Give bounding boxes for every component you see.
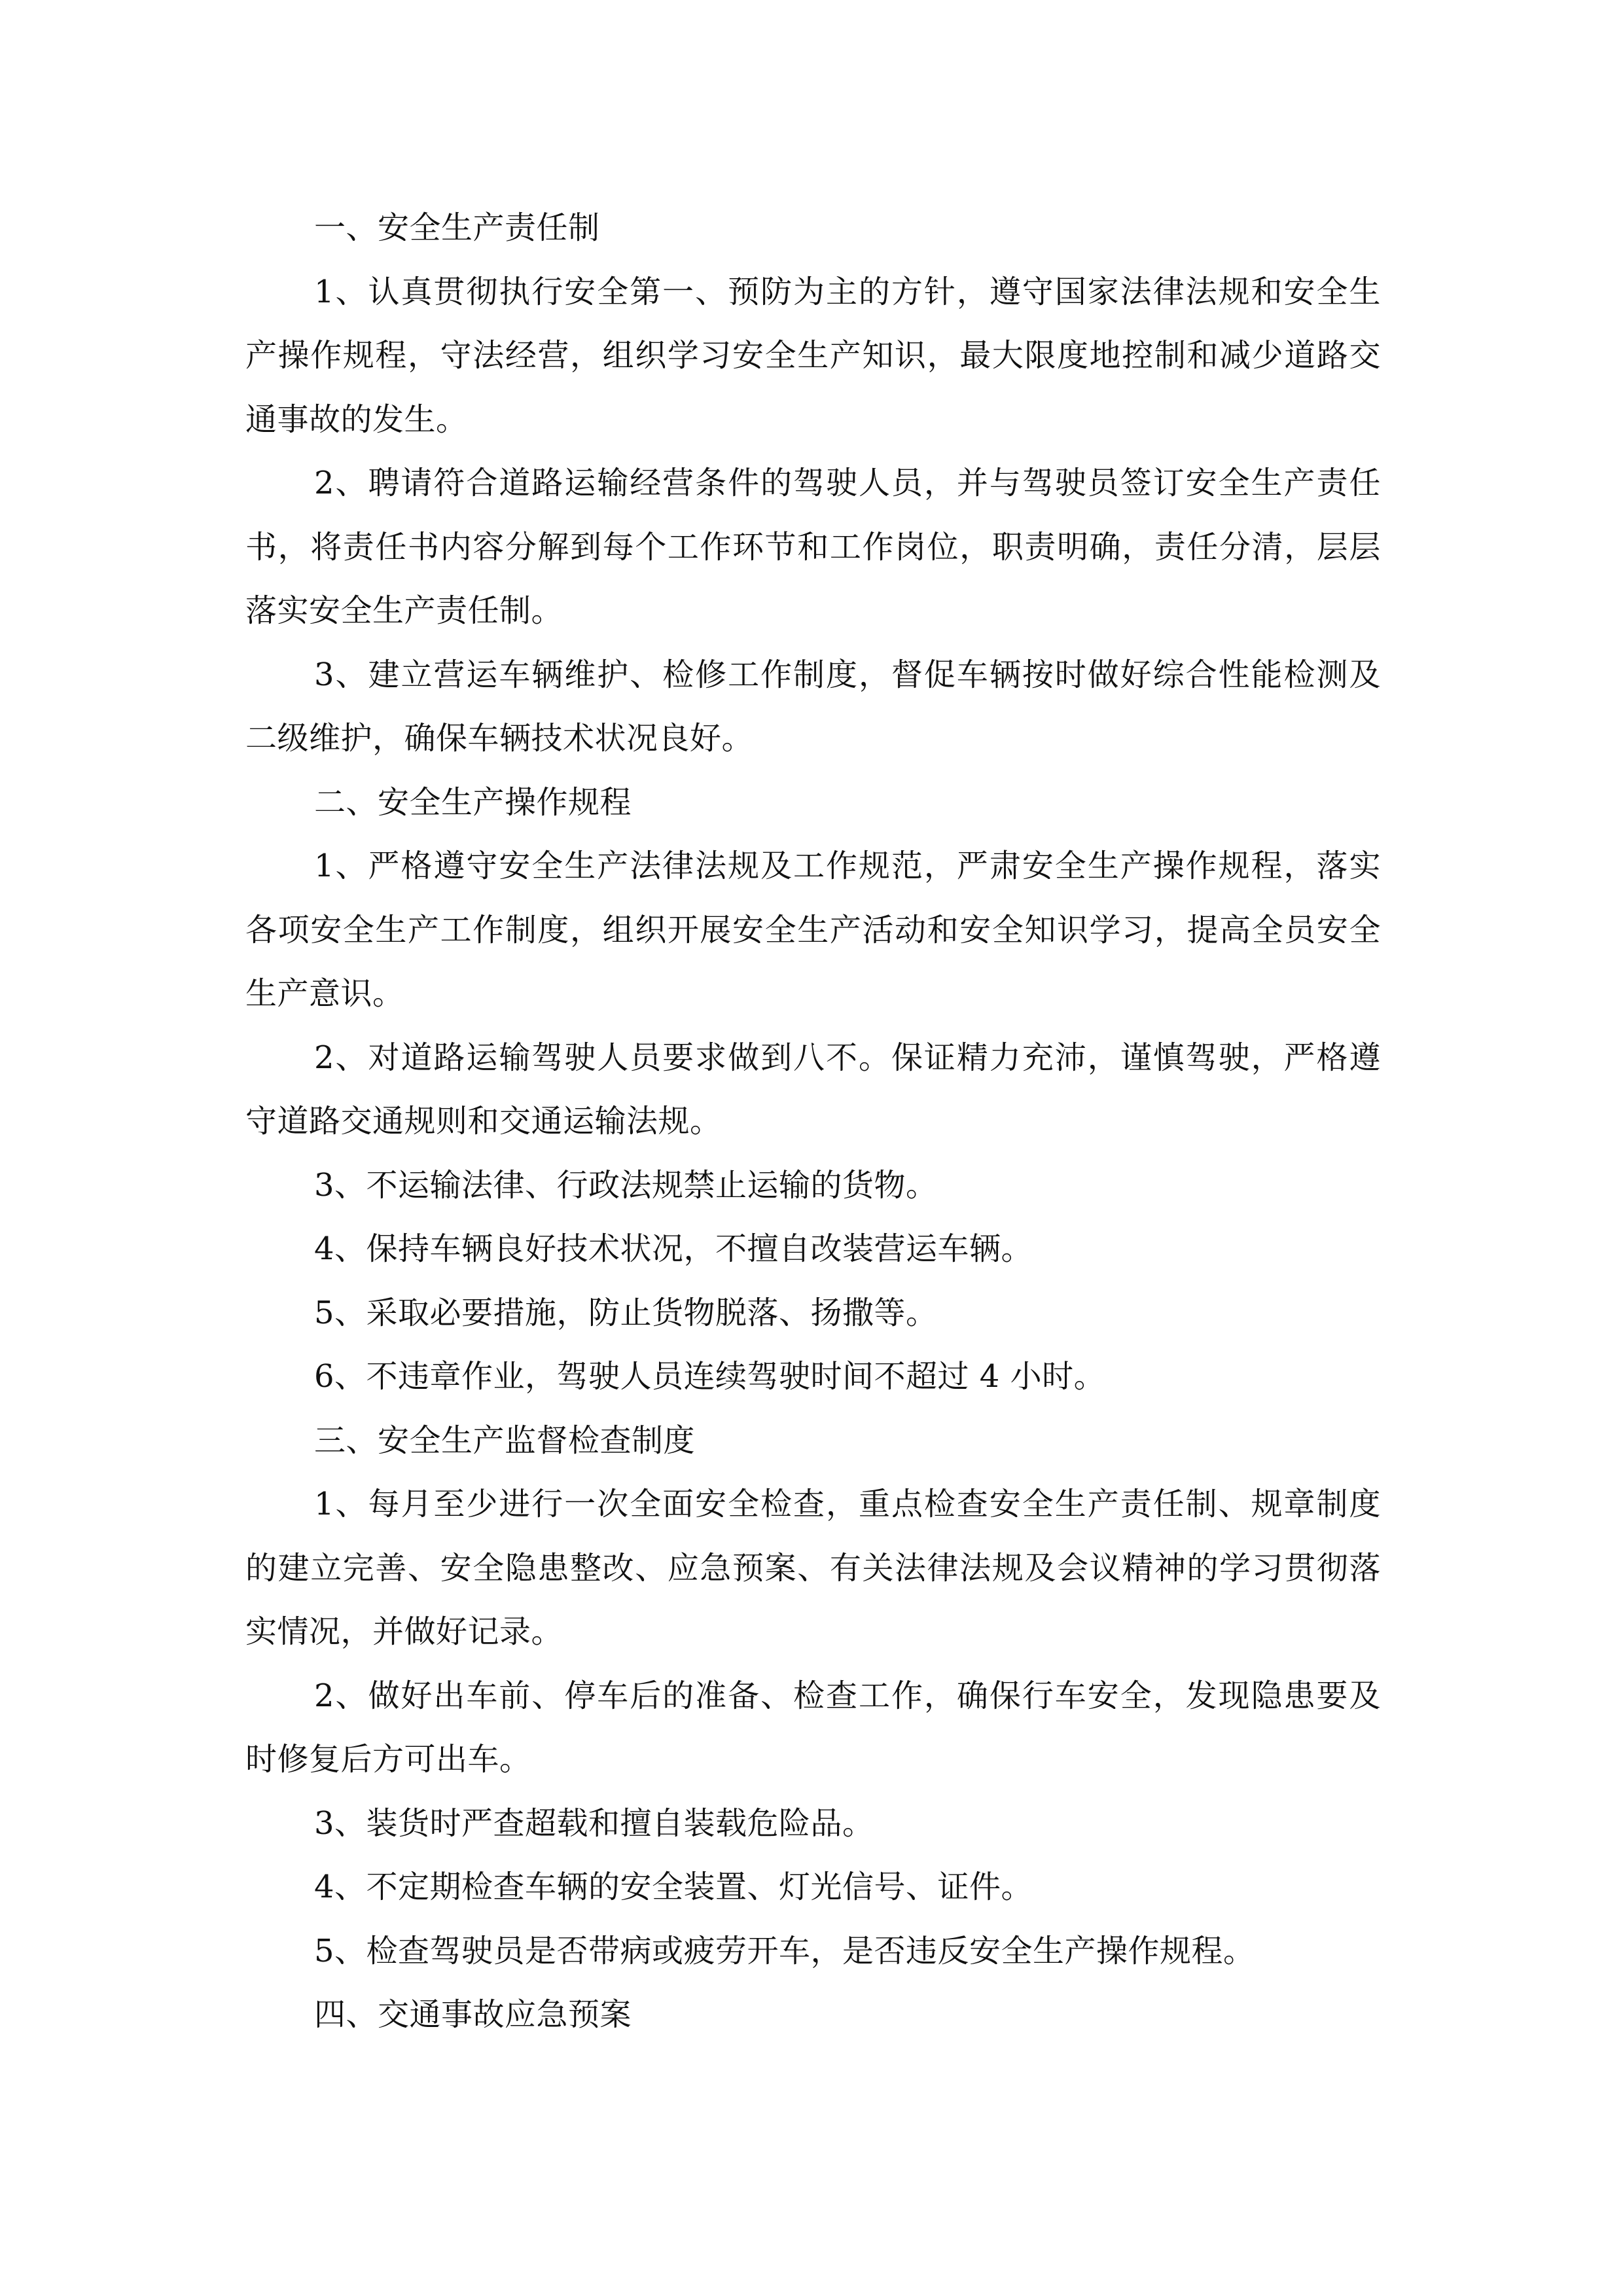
paragraph-3-1: 1、每月至少进行一次全面安全检查，重点检查安全生产责任制、规章制度的建立完善、安全隐患整改、应急预案、有关法律法规及会议精神的学习贯彻落实情况，并做好记录。: [245, 1486, 1381, 1650]
paragraph-3-4: 4、不定期检查车辆的安全装置、灯光信号、证件。: [314, 1869, 1033, 1905]
paragraph-3-3: 3、装货时严查超载和擅自装载危险品。: [314, 1804, 874, 1842]
section-heading-1: 一、安全生产责任制: [314, 209, 600, 246]
document-page: [245, 196, 1381, 2047]
paragraph-3-5: 5、检查驾驶员是否带病或疲劳开车，是否违反安全生产操作规程。: [314, 1932, 1255, 1969]
paragraph-3-2: 2、做好出车前、停车后的准备、检查工作，确保行车安全，发现隐患要及时修复后方可出车。: [245, 1677, 1381, 1778]
paragraph-2-5: 5、采取必要措施，防止货物脱落、扬撒等。: [314, 1294, 938, 1331]
paragraph-2-6: 6、不违章作业，驾驶人员连续驾驶时间不超过 4 小时。: [314, 1358, 1106, 1395]
section-heading-4: 四、交通事故应急预案: [314, 1996, 632, 2033]
section-heading-3: 三、安全生产监督检查制度: [314, 1422, 696, 1459]
paragraph-2-3: 3、不运输法律、行政法规禁止运输的货物。: [314, 1166, 938, 1204]
paragraph-2-2: 2、对道路运输驾驶人员要求做到八不。保证精力充沛，谨慎驾驶，严格遵守道路交通规则和交通运输法规。: [245, 1039, 1381, 1139]
paragraph-2-1: 1、严格遵守安全生产法律法规及工作规范，严肃安全生产操作规程，落实各项安全生产工作制度，组织开展安全生产活动和安全知识学习，提高全员安全生产意识。: [245, 848, 1381, 1012]
paragraph-1-3: 3、建立营运车辆维护、检修工作制度，督促车辆按时做好综合性能检测及二级维护，确保车辆技术状况良好。: [245, 656, 1381, 757]
paragraph-1-2: 2、聘请符合道路运输经营条件的驾驶人员，并与驾驶员签订安全生产责任书，将责任书内容分解到每个工作环节和工作岗位，职责明确，责任分清，层层落实安全生产责任制。: [245, 465, 1381, 629]
section-heading-2: 二、安全生产操作规程: [314, 783, 632, 821]
paragraph-2-4: 4、保持车辆良好技术状况，不擅自改装营运车辆。: [314, 1230, 1033, 1267]
paragraph-1-1: 1、认真贯彻执行安全第一、预防为主的方针，遵守国家法律法规和安全生产操作规程，守法经营，组织学习安全生产知识，最大限度地控制和减少道路交通事故的发生。: [245, 273, 1381, 438]
